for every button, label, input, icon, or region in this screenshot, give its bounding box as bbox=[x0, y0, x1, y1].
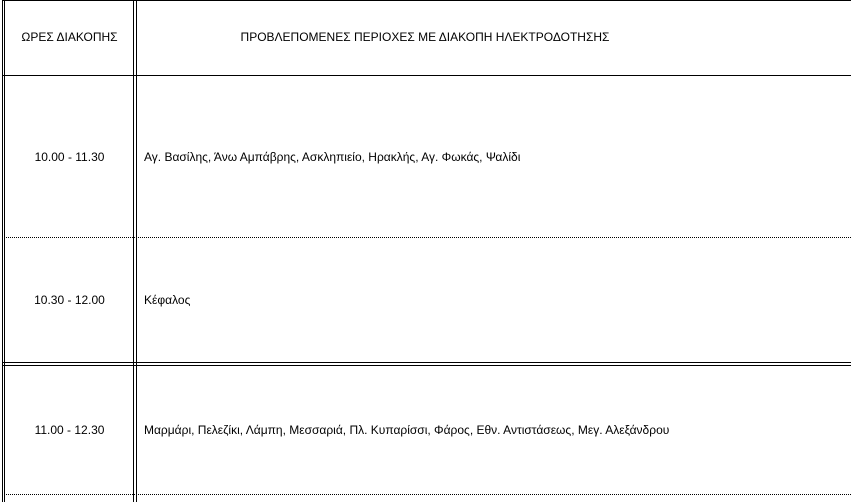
row-divider bbox=[4, 494, 851, 495]
table-row-areas: Μαρμάρι, Πελεζίκι, Λάμπη, Μεσσαριά, Πλ. Κυπαρίσσι, Φάρος, Εθν. Αντιστάσεως, Μεγ. Αλεξάνδρου bbox=[144, 423, 670, 437]
table-row-areas: Αγ. Βασίλης, Άνω Αμπάβρης, Ασκληπιείο, Ηρακλής, Αγ. Φωκάς, Ψαλίδι bbox=[144, 149, 521, 164]
table-row-time: 10.00 - 11.30 bbox=[34, 149, 105, 164]
row-divider bbox=[2, 362, 851, 363]
table-row-time: 10.30 - 12.00 bbox=[34, 293, 105, 307]
table-row-areas: Κέφαλος bbox=[144, 293, 191, 307]
column-header-areas: ΠΡΟΒΛΕΠΟΜΕΝΕΣ ΠΕΡΙΟΧΕΣ ΜΕ ΔΙΑΚΟΠΗ ΗΛΕΚΤΡΟΔΟΤΗΣΗΣ bbox=[240, 30, 610, 44]
table-row-time: 11.00 - 12.30 bbox=[34, 423, 105, 437]
column-header-time: ΩΡΕΣ ΔΙΑΚΟΠΗΣ bbox=[21, 30, 118, 44]
